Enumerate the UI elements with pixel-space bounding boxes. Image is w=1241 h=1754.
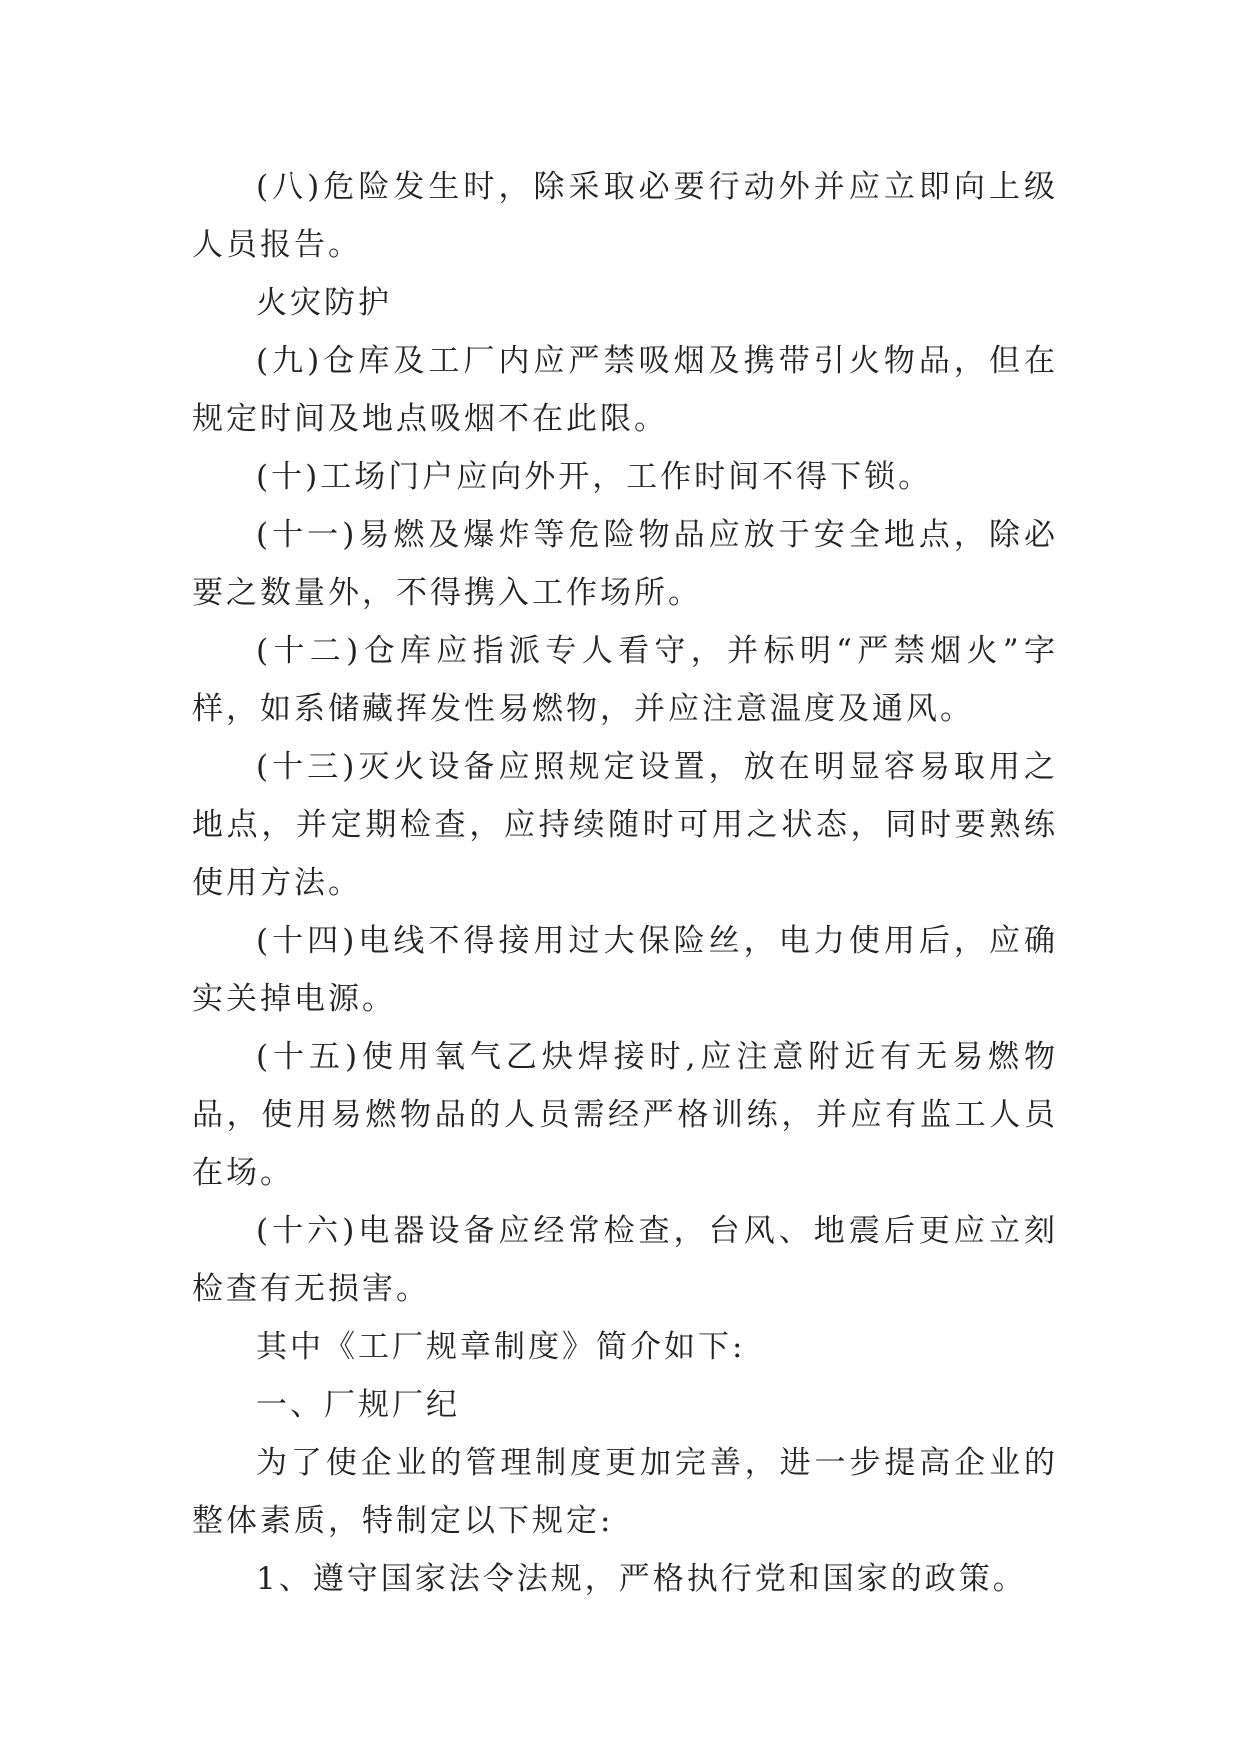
paragraph: 1、遵守国家法令法规，严格执行党和国家的政策。: [256, 1561, 1027, 1597]
paragraph: (十五)使用氧气乙炔焊接时,应注意附近有无易燃物品，使用易燃物品的人员需经严格训练，并应有监工人员在场。: [192, 1039, 1058, 1191]
paragraph: (十三)灭火设备应照规定设置，放在明显容易取用之地点，并定期检查，应持续随时可用之状态，同时要熟练使用方法。: [192, 749, 1058, 901]
section-heading-factory-rules: 一、厂规厂纪: [256, 1387, 460, 1423]
paragraph: 其中《工厂规章制度》简介如下:: [256, 1329, 746, 1365]
paragraph: (十)工场门户应向外开，工作时间不得下锁。: [256, 459, 933, 495]
paragraph: 为了使企业的管理制度更加完善，进一步提高企业的整体素质，特制定以下规定:: [192, 1445, 1058, 1539]
paragraph: (十六)电器设备应经常检查，台风、地震后更应立刻检查有无损害。: [192, 1213, 1058, 1307]
paragraph: (十二)仓库应指派专人看守，并标明“严禁烟火”字样，如系储藏挥发性易燃物，并应注意温度及通风。: [192, 633, 1058, 727]
section-heading-fire-protection: 火灾防护: [256, 285, 392, 321]
paragraph: (九)仓库及工厂内应严禁吸烟及携带引火物品，但在规定时间及地点吸烟不在此限。: [192, 343, 1058, 437]
paragraph: (八)危险发生时，除采取必要行动外并应立即向上级人员报告。: [192, 169, 1058, 263]
paragraph: (十一)易燃及爆炸等危险物品应放于安全地点，除必要之数量外，不得携入工作场所。: [192, 517, 1058, 611]
document-body: [192, 158, 1058, 1608]
paragraph: (十四)电线不得接用过大保险丝，电力使用后，应确实关掉电源。: [192, 923, 1058, 1017]
